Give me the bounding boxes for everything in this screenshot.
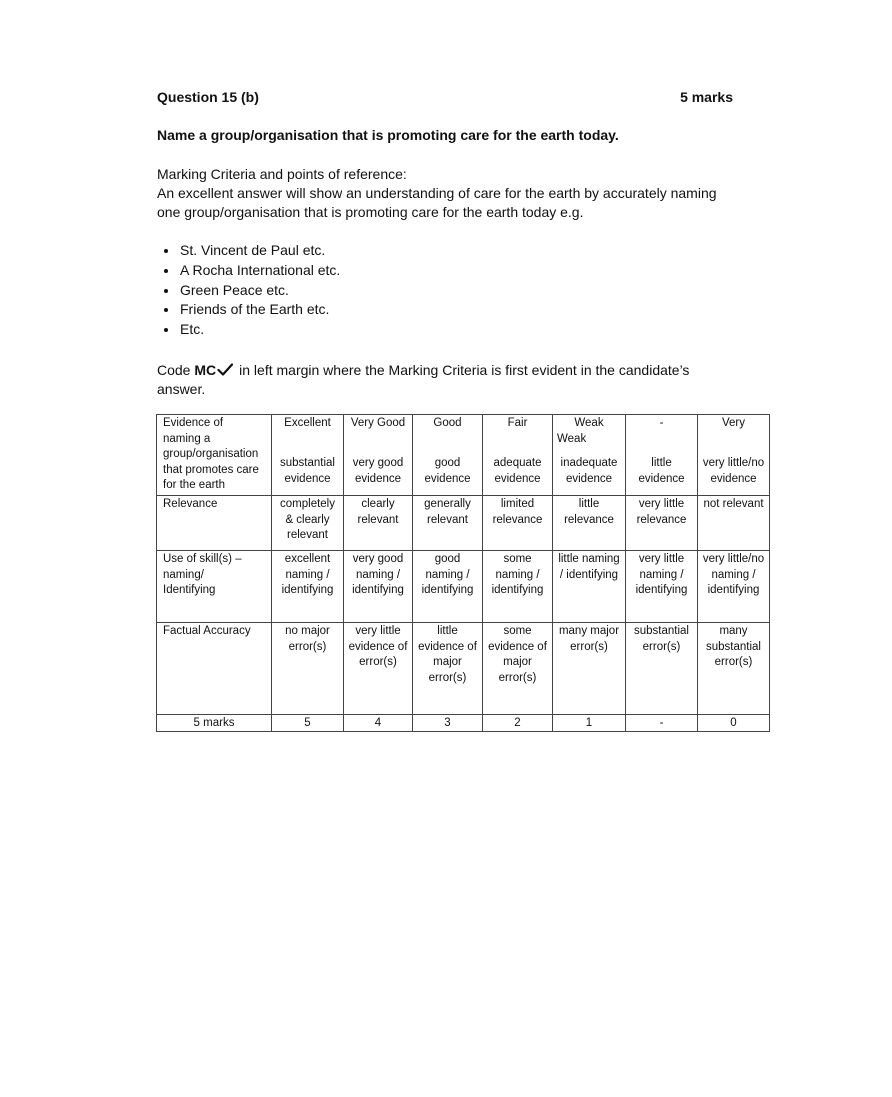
grade-header: Weak Weak (553, 415, 626, 455)
table-cell: very little relevance (626, 495, 698, 550)
table-cell: very good naming / identifying (344, 550, 413, 622)
table-cell: little relevance (553, 495, 626, 550)
mark-value: 5 (272, 714, 344, 731)
list-item: • A Rocha International etc. (179, 261, 769, 281)
criteria-line-2: one group/organisation that is promoting care for the earth today e.g. (157, 204, 584, 220)
table-cell: very little/no evidence (698, 455, 770, 495)
grade-header: Excellent (272, 415, 344, 455)
checkmark-icon (217, 363, 233, 376)
marks-label: 5 marks (157, 714, 272, 731)
table-cell: not relevant (698, 495, 770, 550)
table-cell: substantial error(s) (626, 622, 698, 714)
question-header (157, 88, 769, 106)
marking-rubric-table (156, 414, 770, 732)
mark-value: 1 (553, 714, 626, 731)
mark-value: - (626, 714, 698, 731)
table-cell: no major error(s) (272, 622, 344, 714)
table-cell: limited relevance (483, 495, 553, 550)
criteria-heading: Marking Criteria and points of reference: (157, 166, 407, 182)
table-cell: good naming / identifying (413, 550, 483, 622)
question-text: Name a group/organisation that is promoting care for the earth today. (157, 127, 619, 143)
table-cell: inadequate evidence (553, 455, 626, 495)
table-cell: very good evidence (344, 455, 413, 495)
table-cell: adequate evidence (483, 455, 553, 495)
criterion-label-relevance: Relevance (157, 495, 272, 550)
list-item: • Etc. (179, 320, 769, 340)
table-cell: very little evidence of error(s) (344, 622, 413, 714)
table-cell: little naming / identifying (553, 550, 626, 622)
grade-header: Very (698, 415, 770, 455)
criterion-label-evidence: Evidence of naming a group/organisation that promotes care for the earth (157, 415, 272, 496)
table-cell: many major error(s) (553, 622, 626, 714)
table-row (157, 415, 770, 455)
code-line-2: answer. (157, 380, 206, 397)
criteria-line-1: An excellent answer will show an understanding of care for the earth by accurately naming (157, 185, 717, 201)
grade-header: - (626, 415, 698, 455)
question-marks: 5 marks (680, 89, 733, 105)
table-cell: clearly relevant (344, 495, 413, 550)
table-cell: generally relevant (413, 495, 483, 550)
marks-row (157, 714, 770, 731)
table-row (157, 495, 770, 550)
table-row (157, 550, 770, 622)
criterion-label-accuracy: Factual Accuracy (157, 622, 272, 714)
mc-code: MC (194, 361, 217, 378)
table-cell: very little naming / identifying (626, 550, 698, 622)
grade-header: Fair (483, 415, 553, 455)
table-cell: some naming / identifying (483, 550, 553, 622)
mark-value: 0 (698, 714, 770, 731)
table-cell: good evidence (413, 455, 483, 495)
table-cell: substantial evidence (272, 455, 344, 495)
table-cell: little evidence of major error(s) (413, 622, 483, 714)
table-cell: excellent naming / identifying (272, 550, 344, 622)
document-page (157, 88, 769, 399)
code-suffix: in left margin where the Marking Criteria is first evident in the candidate’s (239, 361, 690, 378)
table-cell: completely & clearly relevant (272, 495, 344, 550)
code-prefix: Code (157, 361, 191, 378)
code-note (157, 361, 769, 399)
examples-list (157, 241, 769, 340)
mark-value: 3 (413, 714, 483, 731)
grade-header: Good (413, 415, 483, 455)
table-cell: very little/no naming / identifying (698, 550, 770, 622)
grade-header: Very Good (344, 415, 413, 455)
list-item: • Friends of the Earth etc. (179, 300, 769, 320)
question-number: Question 15 (b) (157, 89, 259, 105)
marking-criteria (157, 165, 769, 222)
mark-value: 4 (344, 714, 413, 731)
list-item: • St. Vincent de Paul etc. (179, 241, 769, 261)
criterion-label-skills: Use of skill(s) – naming/ Identifying (157, 550, 272, 622)
table-row (157, 622, 770, 714)
list-item: • Green Peace etc. (179, 281, 769, 301)
table-cell: many substantial error(s) (698, 622, 770, 714)
table-cell: some evidence of major error(s) (483, 622, 553, 714)
mark-value: 2 (483, 714, 553, 731)
table-cell: little evidence (626, 455, 698, 495)
